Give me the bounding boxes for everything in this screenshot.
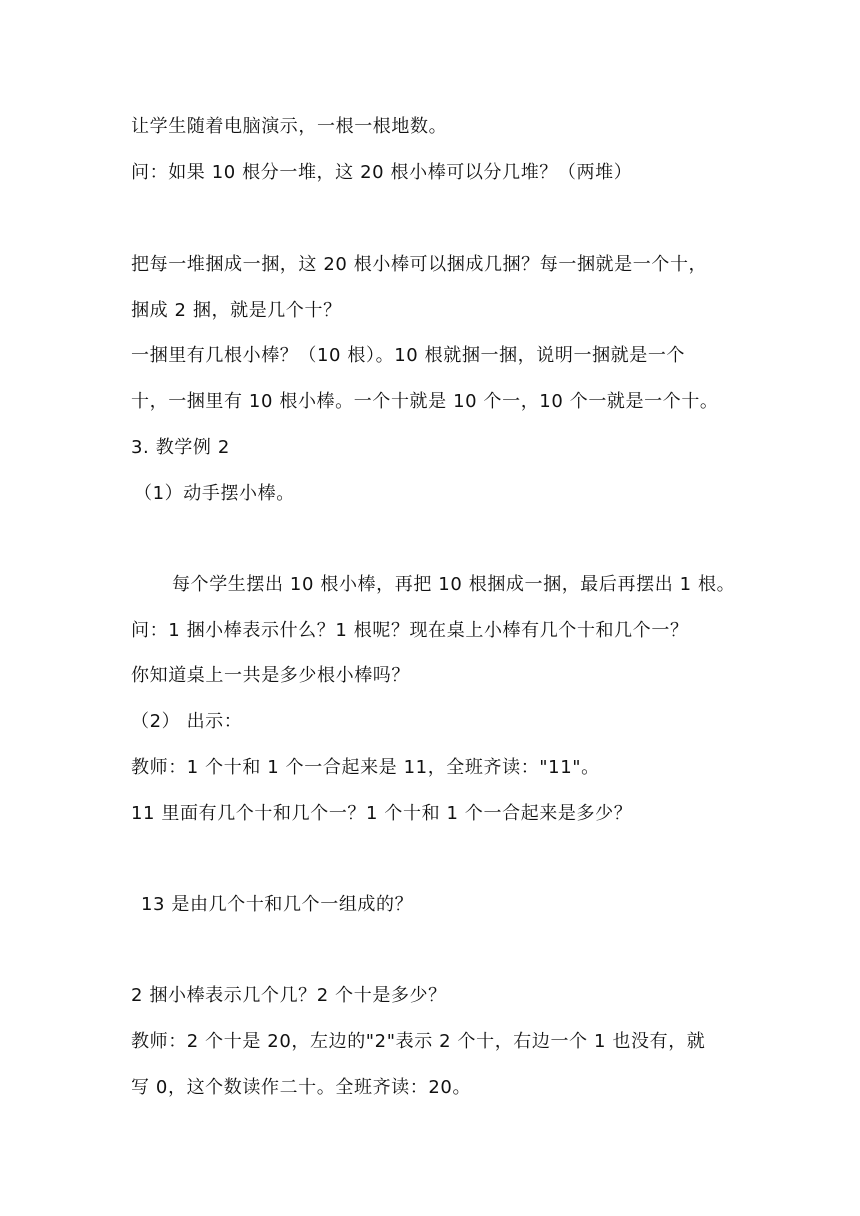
text-line: 一捆里有几根小棒？（10 根）。10 根就捆一捆，说明一捆就是一个 (131, 345, 686, 366)
text-line: 把每一堆捆成一捆，这 20 根小棒可以捆成几捆？每一捆就是一个十， (131, 254, 708, 275)
text-line: 13 是由几个十和几个一组成的？ (141, 894, 414, 915)
text-line: 写 0，这个数读作二十。全班齐读：20。 (131, 1077, 472, 1098)
text-line: 你知道桌上一共是多少根小棒吗？ (131, 665, 410, 686)
sub-heading: （2） 出示： (131, 711, 243, 732)
text-line: 问：如果 10 根分一堆，这 20 根小棒可以分几堆？（两堆） (131, 162, 633, 183)
sub-heading: （1）动手摆小棒。 (134, 483, 295, 504)
section-heading: 3. 教学例 2 (131, 437, 230, 458)
text-line: 教师：1 个十和 1 个一合起来是 11，全班齐读："11"。 (131, 757, 600, 778)
text-line: 十，一捆里有 10 根小棒。一个十就是 10 个一，10 个一就是一个十。 (131, 391, 719, 412)
text-line: 问：1 捆小棒表示什么？1 根呢？现在桌上小棒有几个十和几个一？ (131, 620, 689, 641)
text-line: 2 捆小棒表示几个几？2 个十是多少？ (131, 985, 447, 1006)
text-line: 11 里面有几个十和几个一？1 个十和 1 个一合起来是多少？ (131, 803, 633, 824)
text-line: 每个学生摆出 10 根小棒，再把 10 根捆成一捆，最后再摆出 1 根。 (172, 574, 736, 595)
text-line: 让学生随着电脑演示，一根一根地数。 (131, 116, 448, 137)
text-line: 捆成 2 捆，就是几个十？ (131, 300, 342, 321)
text-line: 教师：2 个十是 20，左边的"2"表示 2 个十，右边一个 1 也没有，就 (131, 1031, 706, 1052)
